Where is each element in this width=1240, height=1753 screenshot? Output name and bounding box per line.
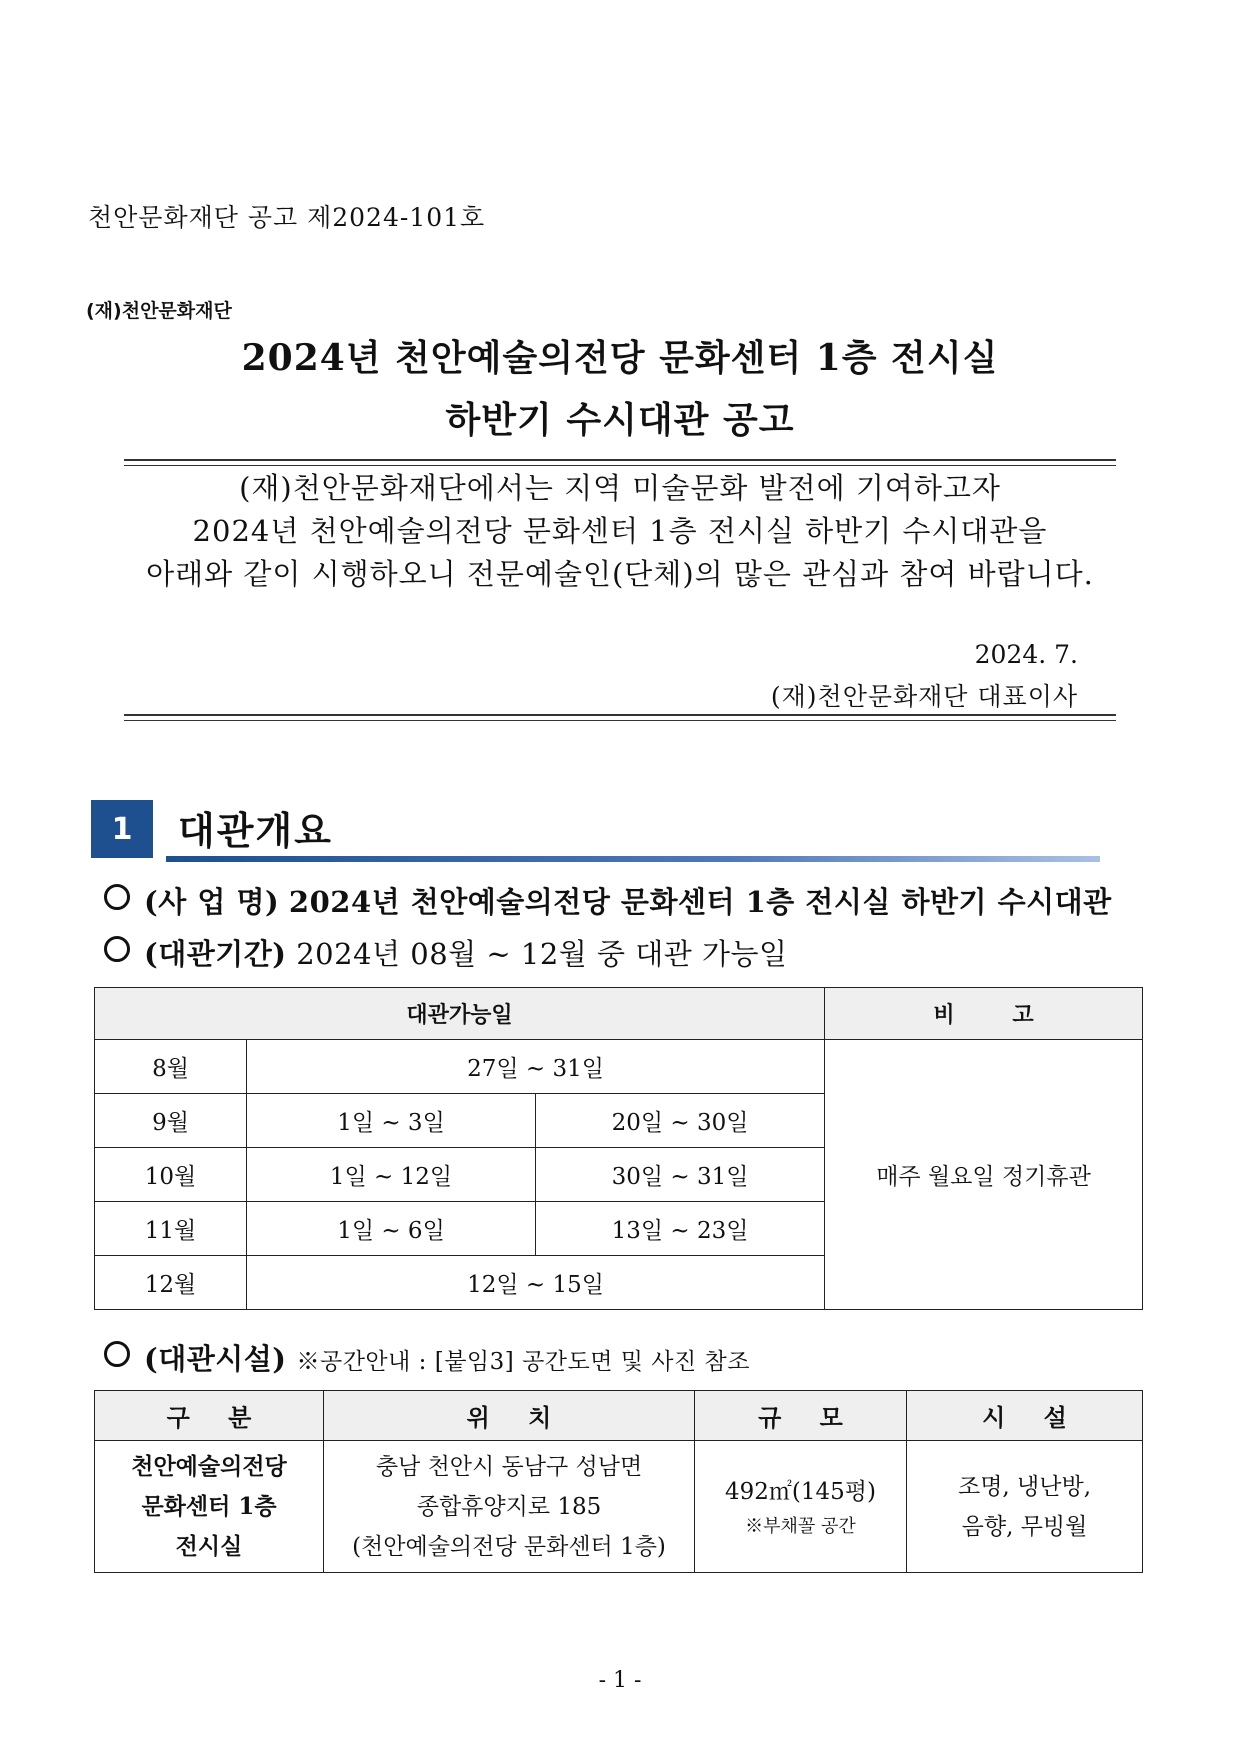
facility-reference-note: ※공간안내 : [붙임3] 공간도면 및 사진 참조 — [296, 1349, 750, 1375]
date-range-cell: 27일 ~ 31일 — [247, 1040, 825, 1094]
section-title: 대관개요 — [178, 809, 333, 853]
facility-place-cell — [95, 1441, 324, 1573]
bullet-project-name — [104, 880, 1112, 921]
facility-header-location: 위 치 — [324, 1391, 695, 1441]
bullet-label: (대관시설) — [144, 1342, 287, 1376]
note-cell: 매주 월요일 정기휴관 — [825, 1040, 1143, 1310]
page-title-line1: 2024년 천안예술의전당 문화센터 1층 전시실 — [241, 337, 999, 379]
equipment-line: 조명, 냉난방, — [957, 1473, 1092, 1500]
bullet-rental-period — [104, 932, 788, 973]
organization-label: (재)천안문화재단 — [86, 300, 232, 322]
top-double-rule — [124, 459, 1116, 466]
month-cell: 12월 — [95, 1256, 247, 1310]
circle-bullet-icon — [104, 936, 130, 962]
circle-bullet-icon — [104, 884, 130, 910]
date-range-cell: 20일 ~ 30일 — [536, 1094, 825, 1148]
table-row — [95, 1040, 1143, 1094]
page-number: - 1 - — [598, 1668, 642, 1693]
bullet-text: 2024년 08월 ~ 12월 중 대관 가능일 — [296, 937, 788, 971]
month-cell: 11월 — [95, 1202, 247, 1256]
facility-location-cell — [324, 1441, 695, 1573]
size-value: 492㎡(145평) — [725, 1478, 876, 1505]
signer: (재)천안문화재단 대표이사 — [770, 682, 1078, 711]
place-line: 문화센터 1층 — [141, 1492, 277, 1520]
page-title-line2: 하반기 수시대관 공고 — [445, 399, 795, 441]
table-row — [95, 1441, 1143, 1573]
facility-equipment-cell — [907, 1441, 1143, 1573]
month-cell: 10월 — [95, 1148, 247, 1202]
section-number-badge: 1 — [91, 800, 153, 858]
date-range-cell: 13일 ~ 23일 — [536, 1202, 825, 1256]
location-line: 종합휴양지로 185 — [416, 1493, 602, 1520]
bullet-label: (사 업 명) — [144, 885, 280, 919]
notice-date: 2024. 7. — [974, 640, 1078, 669]
date-range-cell: 1일 ~ 3일 — [247, 1094, 536, 1148]
circle-bullet-icon — [104, 1341, 130, 1367]
bullet-label: (대관기간) — [144, 937, 287, 971]
bottom-double-rule — [124, 714, 1116, 721]
intro-line: (재)천안문화재단에서는 지역 미술문화 발전에 기여하고자 — [239, 471, 1001, 505]
date-range-cell: 12일 ~ 15일 — [247, 1256, 825, 1310]
date-range-cell: 1일 ~ 12일 — [247, 1148, 536, 1202]
facility-table — [94, 1390, 1143, 1573]
facility-header-equipment: 시 설 — [907, 1391, 1143, 1441]
bullet-text: 2024년 천안예술의전당 문화센터 1층 전시실 하반기 수시대관 — [288, 885, 1112, 919]
bullet-facility — [104, 1337, 750, 1378]
date-range-cell: 1일 ~ 6일 — [247, 1202, 536, 1256]
place-line: 전시실 — [175, 1532, 243, 1560]
location-line: 충남 천안시 동남구 성남면 — [375, 1453, 643, 1480]
notice-number: 천안문화재단 공고 제2024-101호 — [88, 203, 486, 232]
equipment-line: 음향, 무빙월 — [961, 1513, 1088, 1540]
intro-paragraph — [124, 467, 1116, 596]
facility-header-category: 구 분 — [95, 1391, 324, 1441]
place-line: 천안예술의전당 — [131, 1452, 287, 1480]
month-cell: 9월 — [95, 1094, 247, 1148]
size-note: ※부채꼴 공간 — [745, 1515, 856, 1537]
location-line: (천안예술의전당 문화센터 1층) — [352, 1533, 666, 1560]
schedule-header-dates: 대관가능일 — [95, 988, 825, 1040]
schedule-header-note: 비 고 — [825, 988, 1143, 1040]
date-range-cell: 30일 ~ 31일 — [536, 1148, 825, 1202]
section-underline — [166, 856, 1100, 862]
facility-header-size: 규 모 — [695, 1391, 907, 1441]
facility-size-cell — [695, 1441, 907, 1573]
month-cell: 8월 — [95, 1040, 247, 1094]
intro-line: 아래와 같이 시행하오니 전문예술인(단체)의 많은 관심과 참여 바랍니다. — [146, 557, 1094, 591]
schedule-table — [94, 987, 1143, 1310]
intro-line: 2024년 천안예술의전당 문화센터 1층 전시실 하반기 수시대관을 — [192, 514, 1048, 548]
